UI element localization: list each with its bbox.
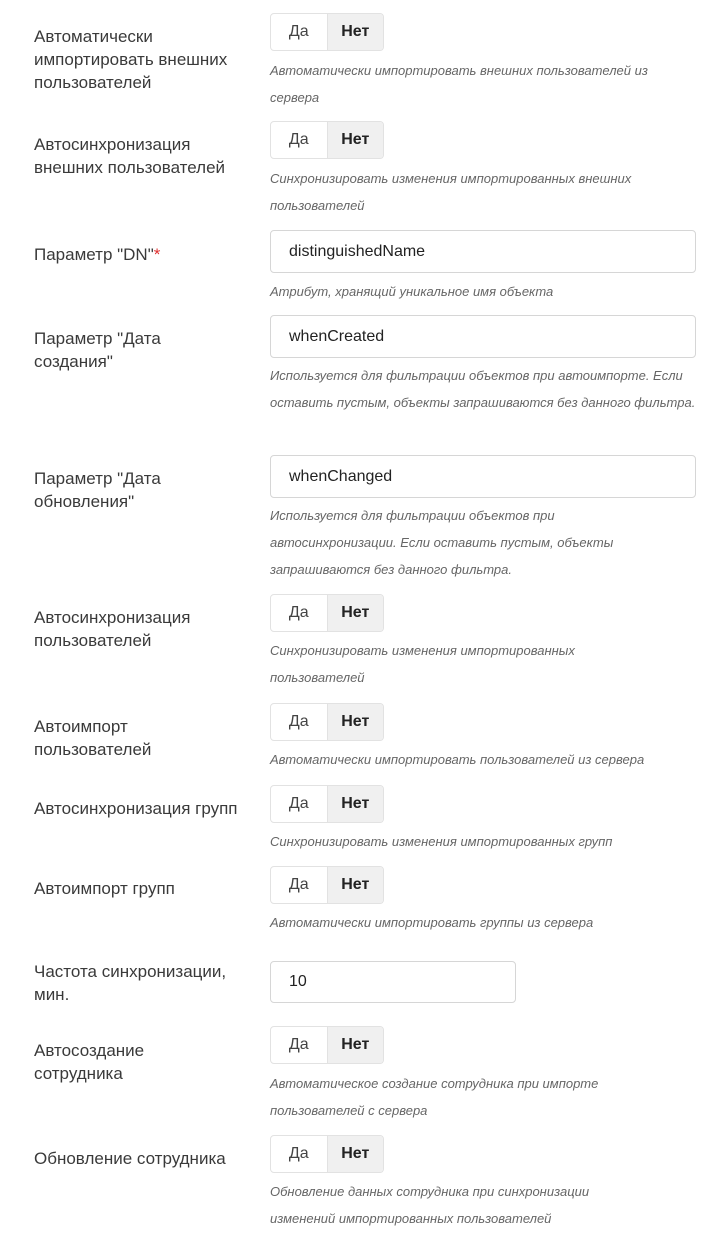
sync-external-toggle[interactable] <box>270 121 384 159</box>
import-users-label: Автоимпорт пользователей <box>34 717 152 759</box>
toggle-yes-button[interactable]: Да <box>288 1145 309 1162</box>
dn-param-label <box>34 243 249 266</box>
import-groups-label: Автоимпорт групп <box>34 879 175 898</box>
toggle-no-button[interactable]: Нет <box>327 1027 384 1063</box>
toggle-yes-button[interactable]: Да <box>288 1036 309 1053</box>
sync-groups-help: Синхронизировать изменения импортированных групп <box>270 834 613 849</box>
toggle-yes-button[interactable]: Да <box>288 876 309 893</box>
required-mark: * <box>153 245 161 264</box>
toggle-yes-button[interactable]: Да <box>288 604 309 621</box>
toggle-no-button[interactable]: Нет <box>327 595 384 631</box>
sync-frequency-input[interactable] <box>270 961 516 1003</box>
toggle-no-button[interactable]: Нет <box>327 867 384 903</box>
sync-external-help: Синхронизировать изменения импортированных внешних пользователей <box>270 171 632 213</box>
sync-external-label: Автосинхронизация внешних пользователей <box>34 135 226 177</box>
import-external-help: Автоматически импортировать внешних пользователей из сервера <box>270 63 648 105</box>
created-param-help: Используется для фильтрации объектов при автоимпорте. Если оставить пустым, объекты запрашиваются без данного фильтра. <box>270 368 696 410</box>
dn-param-input[interactable] <box>270 230 696 273</box>
created-param-label: Параметр "Дата создания" <box>34 329 161 371</box>
sync-users-label: Автосинхронизация пользователей <box>34 608 191 650</box>
sync-users-toggle[interactable] <box>270 594 384 632</box>
sync-frequency-label: Частота синхронизации, мин. <box>34 962 227 1004</box>
sync-groups-toggle[interactable] <box>270 785 384 823</box>
create-employee-help: Автоматическое создание сотрудника при импорте пользователей с сервера <box>270 1076 599 1118</box>
toggle-no-button[interactable]: Нет <box>327 786 384 822</box>
import-groups-help: Автоматически импортировать группы из сервера <box>270 915 594 930</box>
dn-param-label-text: Параметр "DN" <box>34 245 154 264</box>
import-external-label: Автоматически импортировать внешних пользователей <box>34 27 228 92</box>
changed-param-help: Используется для фильтрации объектов при автосинхронизации. Если оставить пустым, объекты запрашиваются без данного фильтра. <box>270 508 614 577</box>
update-employee-label: Обновление сотрудника <box>34 1149 226 1168</box>
created-param-input[interactable] <box>270 315 696 358</box>
dn-param-help: Атрибут, хранящий уникальное имя объекта <box>270 284 554 299</box>
toggle-yes-button[interactable]: Да <box>288 795 309 812</box>
sync-groups-label: Автосинхронизация групп <box>34 799 238 818</box>
create-employee-toggle[interactable] <box>270 1026 384 1064</box>
toggle-yes-button[interactable]: Да <box>288 131 309 148</box>
import-groups-toggle[interactable] <box>270 866 384 904</box>
toggle-no-button[interactable]: Нет <box>327 122 384 158</box>
create-employee-label: Автосоздание сотрудника <box>34 1041 145 1083</box>
update-employee-toggle[interactable] <box>270 1135 384 1173</box>
sync-users-help: Синхронизировать изменения импортированных пользователей <box>270 643 575 685</box>
import-users-help: Автоматически импортировать пользователей из сервера <box>270 752 645 767</box>
import-external-toggle[interactable] <box>270 13 384 51</box>
toggle-no-button[interactable]: Нет <box>327 704 384 740</box>
toggle-yes-button[interactable]: Да <box>288 713 309 730</box>
toggle-no-button[interactable]: Нет <box>327 14 384 50</box>
import-users-toggle[interactable] <box>270 703 384 741</box>
toggle-no-button[interactable]: Нет <box>327 1136 384 1172</box>
changed-param-label: Параметр "Дата обновления" <box>34 469 161 511</box>
changed-param-input[interactable] <box>270 455 696 498</box>
update-employee-help: Обновление данных сотрудника при синхронизации изменений импортированных пользователей <box>270 1184 590 1226</box>
toggle-yes-button[interactable]: Да <box>288 23 309 40</box>
